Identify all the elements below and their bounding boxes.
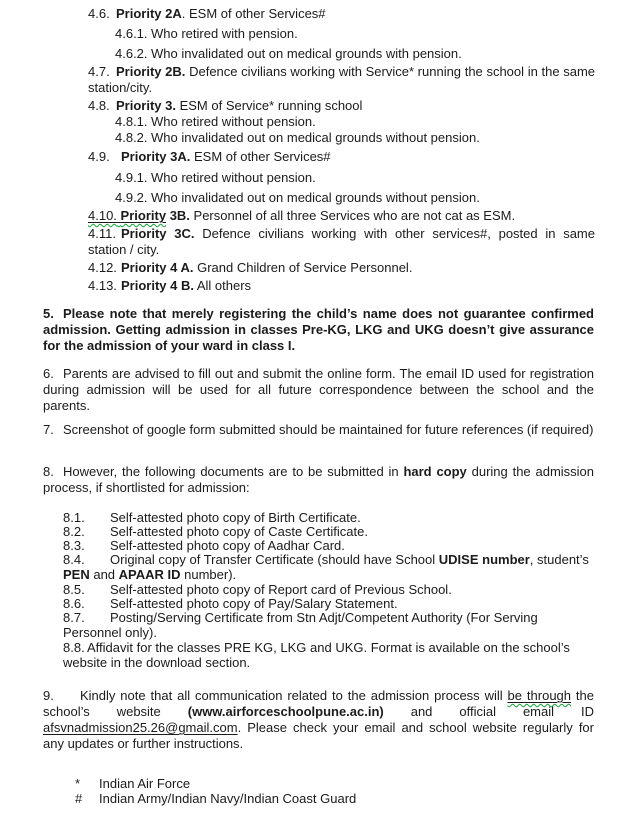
priority-subitem-4-8-2 — [115, 130, 595, 146]
website-url: (www.airforceschoolpune.ac.in) — [187, 704, 384, 719]
item-number: 4.9.1. — [115, 170, 148, 185]
item-text: Self-attested photo copy of Birth Certificate. — [110, 510, 361, 525]
document-item-8-7 — [63, 611, 585, 640]
item-number: 8.7. — [63, 610, 85, 625]
item-text: Grand Children of Service Personnel. — [193, 260, 413, 275]
item-text-bold-udise: UDISE number — [438, 552, 530, 567]
item-number: 8.3. — [63, 538, 85, 553]
priority-subitem-4-9-2 — [115, 190, 595, 206]
item-number: 4.8. — [88, 98, 110, 113]
paragraph-text-post: . Please check your email and school website regularly for any updates or further instructions. — [43, 720, 594, 751]
item-number: 4.6.1. — [115, 26, 148, 41]
item-text: ESM of other Services# — [190, 149, 331, 164]
paragraph-text-pre: Kindly note that all communication related to the admission process will — [80, 688, 508, 703]
priority-label: Priority 4 A. — [121, 260, 194, 275]
item-number: 8.5. — [63, 582, 85, 597]
footnote-text: Indian Air Force — [99, 776, 191, 791]
item-number: 4.6.2. — [115, 46, 148, 61]
grammar-squiggle: be through — [507, 688, 572, 703]
underlined-phrase — [508, 688, 571, 703]
priority-subitem-4-9-1 — [115, 170, 595, 186]
priority-label-rest: 3B. — [169, 208, 190, 223]
paragraph-5 — [43, 306, 594, 354]
item-text-bold-apaar: APAAR ID — [118, 566, 181, 582]
priority-item-4-9 — [88, 149, 593, 165]
email-link[interactable]: afsvnadmission25.26@gmail.com — [43, 720, 238, 735]
item-number: 4.7. — [88, 64, 110, 79]
item-number: 4.8.1. — [115, 114, 148, 129]
paragraph-number: 6. — [43, 366, 54, 381]
footnote-symbol: * — [75, 776, 81, 791]
priority-subitem-4-6-2 — [115, 46, 595, 62]
item-text-pre: Original copy of Transfer Certificate (should have School — [110, 552, 439, 567]
item-text: Who invalidated out on medical grounds with pension. — [151, 46, 462, 61]
priority-label: Priority — [120, 208, 167, 223]
priority-label: Priority 2A — [116, 6, 182, 21]
paragraph-number: 7. — [43, 422, 54, 437]
item-text: Who invalidated out on medical grounds without pension. — [151, 130, 480, 145]
paragraph-9 — [43, 688, 594, 752]
item-text-bold-pen: PEN — [63, 566, 90, 582]
item-text: ESM of Service* running school — [175, 98, 363, 113]
priority-item-4-7 — [88, 64, 595, 96]
item-text: Self-attested photo copy of Caste Certificate. — [110, 524, 368, 539]
item-text: Who invalidated out on medical grounds without pension. — [151, 190, 480, 205]
priority-label: Priority 3C. — [121, 226, 195, 241]
paragraph-6 — [43, 366, 594, 414]
priority-label: Priority 3A. — [121, 149, 191, 164]
priority-label: Priority 4 B. — [121, 278, 194, 293]
item-number: 4.6. — [88, 6, 110, 21]
priority-item-4-8 — [88, 98, 593, 114]
item-text: Who retired without pension. — [151, 114, 316, 129]
paragraph-number: 5. — [43, 306, 54, 321]
priority-label: Priority 2B. — [116, 64, 186, 79]
item-text-mid: and — [89, 566, 119, 582]
item-number: 8.8. — [63, 640, 85, 655]
item-text: Affidavit for the classes PRE KG, LKG and UKG. Format is available on the school’s website in the download section. — [63, 640, 570, 670]
item-text: Who retired without pension. — [151, 170, 316, 185]
paragraph-text-mid: and official email ID — [383, 704, 594, 719]
paragraph-text-post: during the admission process, if shortlisted for admission: — [43, 464, 595, 495]
item-text: Defence civilians working with Service* running the school in the same station/city. — [88, 64, 596, 95]
item-text: Self-attested photo copy of Pay/Salary Statement. — [110, 596, 398, 611]
item-number: 4.8.2. — [115, 130, 148, 145]
item-number: 8.1. — [63, 510, 85, 525]
paragraph-number: 9. — [43, 688, 54, 703]
priority-item-4-10 — [88, 208, 593, 224]
item-number: 4.9. — [88, 149, 110, 164]
item-number: 4.11. — [88, 226, 116, 241]
item-text-post: number). — [180, 566, 237, 582]
item-number: 8.2. — [63, 524, 85, 539]
priority-subitem-4-8-1 — [115, 114, 595, 130]
item-number: 8.4. — [63, 552, 85, 567]
paragraph-number: 8. — [43, 464, 54, 479]
paragraph-text: Screenshot of google form submitted should be maintained for future references (if required) — [63, 422, 594, 437]
priority-item-4-12 — [88, 260, 593, 276]
paragraph-text-mid: the school’s website — [43, 688, 594, 719]
item-number: 8.6. — [63, 596, 85, 611]
item-text: Posting/Serving Certificate from Stn Adjt/Competent Authority (For Serving Personnel only). — [63, 610, 538, 640]
item-number: 4.9.2. — [115, 190, 148, 205]
paragraph-text-bold: hard copy — [403, 464, 467, 479]
paragraph-7 — [43, 422, 594, 438]
paragraph-text: Parents are advised to fill out and submit the online form. The email ID used for registration during admission will be used for all future correspondence between the school and the parents. — [43, 366, 594, 413]
priority-subitem-4-6-1 — [115, 26, 595, 42]
paragraph-text: Please note that merely registering the child’s name does not guarantee confirmed admission. Getting admission in classes Pre-KG, LKG and UKG doesn’t give assurance for the admission of your ward in class I. — [43, 306, 594, 353]
priority-item-4-6 — [88, 6, 593, 22]
footnote-other-services — [75, 791, 575, 807]
item-number: 4.12. — [88, 260, 117, 275]
priority-item-4-13 — [88, 278, 593, 294]
underlined-phrase — [88, 208, 166, 223]
item-text: Defence civilians working with other services#, posted in same station / city. — [88, 226, 595, 257]
paragraph-8 — [43, 464, 594, 496]
item-number: 4.10. — [88, 208, 117, 223]
grammar-squiggle — [88, 208, 166, 223]
item-text: Self-attested photo copy of Report card of Previous School. — [110, 582, 452, 597]
footnote-text: Indian Army/Indian Navy/Indian Coast Guard — [99, 791, 357, 806]
item-text: . ESM of other Services# — [181, 6, 326, 21]
footnote-air-force — [75, 776, 575, 792]
document-item-8-4 — [63, 553, 591, 582]
item-text: Personnel of all three Services who are not cat as ESM. — [189, 208, 516, 223]
item-text-mid: , student’s — [529, 552, 589, 567]
priority-label: Priority 3. — [116, 98, 176, 113]
priority-item-4-11 — [88, 226, 595, 258]
item-text: All others — [193, 278, 252, 293]
footnote-symbol: # — [75, 791, 83, 806]
document-item-8-8 — [63, 641, 575, 670]
item-text: Self-attested photo copy of Aadhar Card. — [110, 538, 345, 553]
paragraph-text-pre: However, the following documents are to be submitted in — [63, 464, 404, 479]
item-text: Who retired with pension. — [151, 26, 298, 41]
item-number: 4.13. — [88, 278, 117, 293]
